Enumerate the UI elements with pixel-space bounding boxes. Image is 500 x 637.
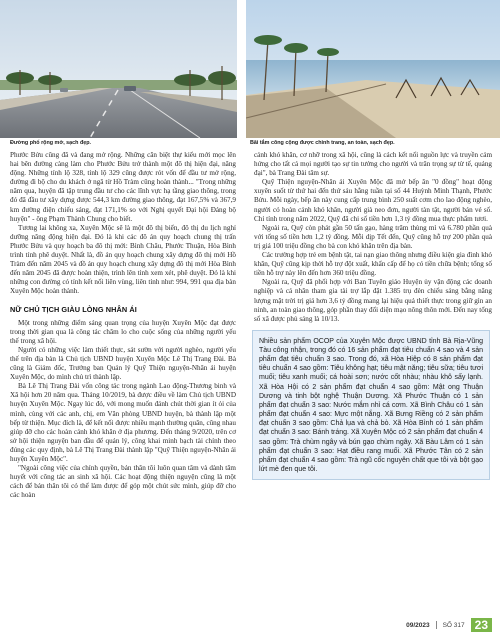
street-photo (0, 0, 237, 138)
paragraph: Người có những việc làm thiết thực, sát sườn với người nghèo, người yếu thế trên địa bàn là Chủ tịch UBND huyện Xuyên Mộc Lê Thị Trang Đài. Bà cũng là Giám đốc, Trưởng ban Quản lý Quỹ Thiện nguyện-Nhân ái huyện Xuyên Mộc, do mình chủ trì thành lập. (10, 345, 236, 382)
left-photo-caption: Đường phố rộng mở, sạch đẹp. (10, 140, 92, 146)
paragraph: Ngoài ra, Quỹ còn phát gần 50 tấn gạo, hàng trăm thùng mì và 6.780 phần quà với tổng số tiền hơn 1,2 tỷ đồng. Mỗi dịp Tết đến, Quỹ cũng hỗ trợ 200 phần quà trị giá 100 triệu đồng cho bà con khó khăn trên địa bàn. (254, 223, 492, 250)
issue-number: SỐ 317 (442, 621, 465, 629)
issue-date: 09/2023 (406, 621, 430, 629)
right-photo-caption: Bãi tắm công cộng được chỉnh trang, an toàn, sạch đẹp. (250, 140, 395, 146)
paragraph: Quỹ Thiện nguyện-Nhân ái Xuyên Mộc đã mở bếp ăn "0 đồng" hoạt động xuyên suốt từ thứ hai đến thứ sáu hằng tuần tại số 44 Huỳnh Minh Thạnh, Phước Bửu. Mỗi ngày, bếp ăn này cung cấp trung bình 250 suất cơm cho lao động nghèo, người có hoàn cảnh khó khăn, người già neo đơn, người tàn tật, người bán vé số. Chỉ tính trong năm 2022, Quỹ đã chi số tiền hơn 1,3 tỷ đồng mua thực phẩm tươi. (254, 178, 492, 223)
paragraph: Một trong những điểm sáng quan trọng của huyện Xuyên Mộc đạt được trong thời gian qua là công tác chăm lo cho cuộc sống của những người yếu thế trong xã hội. (10, 318, 236, 345)
paragraph: Tương lai không xa, Xuyên Mộc sẽ là một đô thị biển, đô thị du lịch nghỉ dưỡng năng động hiện đại. Đó là khi các đô án quy hoạch chung thị trấn Phước Bửu và quy hoạch ba đô thị mới: Bình Châu, Phước Thuận, Hòa Bình trình tỉnh phê duyệt. Nhất là, đồ án quy hoạch chung xây dựng đô thị mới Hồ Tràm đến năm 2045 và đồ án quy hoạch chung xây dựng đô thị mới Hòa Bình đến năm 2045 đã được hoàn thiện, trình lên tỉnh xem xét, phê duyệt. Đó là khi những con đường có tính kết nối liên vùng, liên tỉnh như: 994, 991 qua địa bàn Xuyên Mộc hoàn thành. (10, 223, 236, 296)
street-photo-image (0, 0, 237, 138)
right-text-column (254, 151, 492, 480)
footer-divider (436, 621, 437, 629)
paragraph: Phước Bửu cũng đã và đang mở rộng. Những căn biệt thự kiểu mới mọc lên hai bên đường càng làm cho Phước Bửu trở thành một đô thị hiện đại, năng động. Những tính lộ 328, tỉnh lộ 329 cũng được rót vốn để đầu tư mở rộng, đường đi bộ cho du khách ở ngã từ Hồ Tràm cũng hoàn thành... "Trong những năm qua, huyện đã tập trung đầu tư cho các lĩnh vực hạ tầng giao thông, trong đó đã đầu tư xây dựng được 544,3 km đường giao thông, đạt 167,5% và 367,9 km đường điện chiếu sáng, đạt 171,1% so với Nghị quyết Đại hội Đảng bộ huyện" - ông Phạm Thành Chung cho biết. (10, 151, 236, 223)
paragraph: Các trường hợp trẻ em bệnh tật, tai nạn giao thông nhưng điều kiện gia đình khó khăn, Quỹ cũng kịp thời hỗ trợ đột xuất, khẩn cấp để họ có tiền chữa bệnh; tổng số tiền hỗ trợ này lên đến hơn 360 triệu đồng. (254, 251, 492, 278)
page-number: 23 (471, 618, 492, 632)
paragraph: Ngoài ra, Quỹ đã phối hợp với Ban Tuyên giáo Huyện ủy vận động các doanh nghiệp và cá nhân tham gia tài trợ lắp đặt 1.385 trụ đèn chiếu sáng bằng năng lượng mặt trời trị giá hơn 3,6 tỷ đồng mang lại hiệu quả thiết thực trong giữ gìn an ninh, an toàn giao thông, góp phần thay đổi diện mạo nông thôn mới. Đến nay tổng số xã được phủ sáng là 10/13. (254, 278, 492, 323)
beach-photo-image (246, 0, 500, 138)
left-text-column (10, 151, 236, 500)
paragraph: "Ngoài công việc của chính quyền, bản thân tôi luôn quan tâm và dành tâm huyết với công tác an sinh xã hội. Các hoạt động thiện nguyện cũng là một cách để bản thân tôi có thể làm được để góp một chút sức mình, giúp đỡ cho các hoàn (10, 464, 236, 500)
section-heading: NỮ CHỦ TỊCH GIÀU LÒNG NHÂN ÁI (10, 304, 137, 314)
beach-photo (246, 0, 500, 138)
page-footer (406, 618, 492, 632)
paragraph: Bà Lê Thị Trang Đài vốn công tác trong ngành Lao động-Thương binh và Xã hội hơn 20 năm qua. Tháng 10/2019, bà được điều về làm Chủ tịch UBND huyện Xuyên Mộc. Ngay lúc đó, với mong muốn đánh chút thời gian ít ỏi của mình, cùng với các anh, chị, em Văn phòng UBND huyện, bà thành lập một bếp từ thiện. Mục đích là, để kết nối được nhiều mạnh thường quân, cũng nhau giúp đỡ cho các hoàn cảnh khó khăn ở địa phương. Đến tháng 9/2020, trên cơ sở hội thiện nguyện ban đầu để quản lý, công khai minh bạch tài chính theo đúng các quy định, bà Lê Thị Trang Đài thành lập "Quỹ Thiện nguyện-Nhân ái huyện Xuyên Mộc". (10, 382, 236, 463)
paragraph: cảnh khó khăn, cơ nhỡ trong xã hội, cũng là cách kết nối nguồn lực và truyền cảm hứng cho tất cả mọi người tạo sự tin tưởng cho người và trân trọng sự từ tế, quảng đại", bà Trang Đài tâm sự. (254, 151, 492, 178)
ocop-info-box: Nhiều sản phẩm OCOP của Xuyên Mộc được UBND tỉnh Bà Rịa-Vũng Tàu công nhận, trong đó có 16 sản phẩm đạt tiêu chuẩn 4 sao và 4 sản phẩm đạt tiêu chuẩn 3 sao. Trong đó, xã Hòa Hiệp có 8 sản phẩm đạt tiêu chuẩn 4 sao gồm: Tiêu không hạt; tiêu mật năng; tiêu sữa; tiêu tươi muối; tiêu xanh muối; cá hoài sơn; nước cốt nhàu; nhàu khô sấy lạnh. Xã Hòa Hội có 2 sản phẩm đạt chuẩn 4 sao gồm: Mật ong Thuận Dương và tinh bột nghệ Thuận Dương. Xã Phước Thuận có 1 sản phẩm đạt chuẩn 3 sao: Nước mắm nhỉ cá cơm. Xã Bình Châu có 1 sản phẩm đạt chuẩn 4 sao: Mực một nắng. Xã Bưng Riềng có 2 sản phẩm đạt chuẩn 3 sao gồm: Chả lụa và chả bò. Xã Hòa Bình có 1 sản phẩm đạt chuẩn 3 sao: Bánh tráng. Xã Xuyên Mộc có 2 sản phẩm đạt chuẩn 4 sao gồm: Trà chùm ngây và bún gạo chùm ngây. Xã Bàu Lâm có 1 sản phẩm đạt chuẩn 3 sao: Hạt điều rang muối. Xã Phước Tân có 2 sản phẩm đạt chuẩn 4 sao gồm: Trà ngũ cốc nguyên chất que tôi và bột gạo lứt mè đen que tôi. (252, 330, 490, 480)
